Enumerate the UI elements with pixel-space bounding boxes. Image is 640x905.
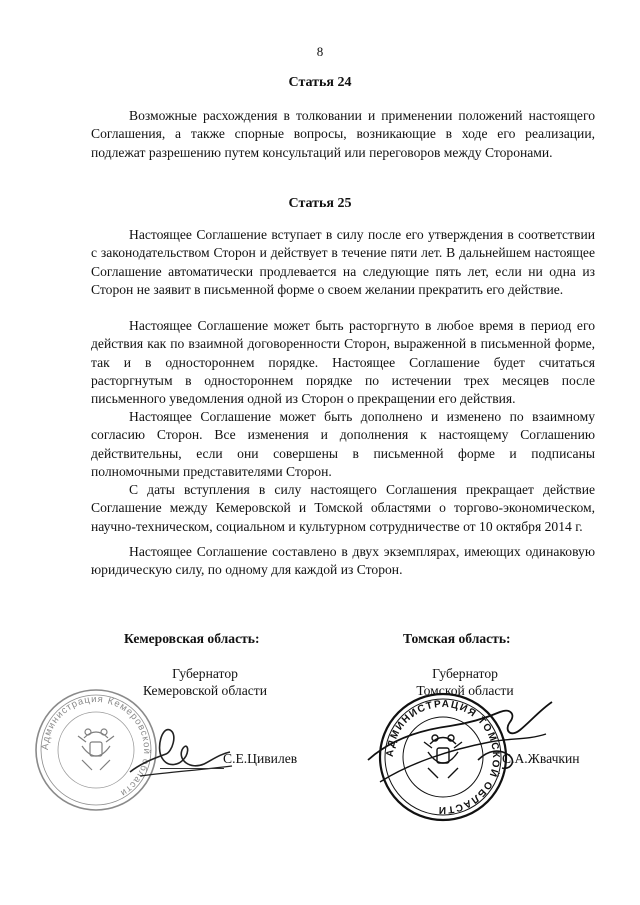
kemerovo-signature-line (160, 768, 224, 769)
svg-text:АДМИНИСТРАЦИЯ ТОМСКОЙ ОБЛАСТИ: АДМИНИСТРАЦИЯ ТОМСКОЙ ОБЛАСТИ (384, 698, 502, 816)
page-number: 8 (316, 44, 324, 59)
article-25-paragraph-1: Настоящее Соглашение вступает в силу после его утверждения в соответствии с законодательством Сторон и действует в течение пяти лет. В дальнейшем настоящее Соглашение автоматически продлевается на следующие пять лет, если ни одна из Сторон не заявит в письменной форме о своем желании прекратить его действие. (91, 227, 595, 297)
tomsk-handwritten-signature (360, 690, 560, 800)
tomsk-signatory-name: С.А.Жвачкин (502, 751, 580, 766)
tomsk-signatory-heading: Томская область: (403, 631, 511, 646)
tomsk-position-region: Томской области (416, 683, 514, 698)
kemerovo-position-title: Губернатор (172, 666, 238, 681)
article-25-paragraph-3: Настоящее Соглашение может быть дополнено и изменено по взаимному согласию Сторон. Все изменения и дополнения к настоящему Соглашению действительны, если они совершены в письменной форме и подписаны полномочными представителями Сторон. (91, 409, 595, 479)
article-24-title: Статья 24 (288, 75, 352, 90)
kemerovo-position-region: Кемеровской области (142, 683, 267, 698)
article-25-paragraph-5: Настоящее Соглашение составлено в двух экземплярах, имеющих одинаковую юридическую силу, по одному для каждой из Сторон. (91, 544, 595, 578)
svg-text:Администрация Кемеровской обла: Администрация Кемеровской области (39, 693, 153, 799)
kemerovo-handwritten-signature (120, 714, 240, 784)
article-24-paragraph: Возможные расхождения в толковании и применении положений настоящего Соглашения, а также спорные вопросы, возникающие в ходе его реализации, подлежат разрешению путем консультаций или переговоров между Сторонами. (91, 108, 595, 160)
article-25-title: Статья 25 (288, 196, 352, 211)
article-25-paragraph-2: Настоящее Соглашение может быть расторгнуто в любое время в период его действия как по взаимной договоренности Сторон, выраженной в письменной форме, так и в одностороннем порядке. Настоящее Соглашение будет считаться расторгнутым в одностороннем порядке по истечении трех месяцев после письменного уведомления одной из Сторон о прекращении его действия. (91, 318, 595, 407)
article-25-paragraph-4: С даты вступления в силу настоящего Соглашения прекращает действие Соглашение между Кемеровской и Томской областями о торгово-экономическом, научно-техническом, социальном и культурном сотрудничестве от 10 октября 2014 г. (91, 482, 595, 534)
tomsk-position-title: Губернатор (432, 666, 498, 681)
kemerovo-signatory-name: С.Е.Цивилев (223, 751, 298, 766)
kemerovo-signatory-heading: Кемеровская область: (124, 631, 260, 646)
